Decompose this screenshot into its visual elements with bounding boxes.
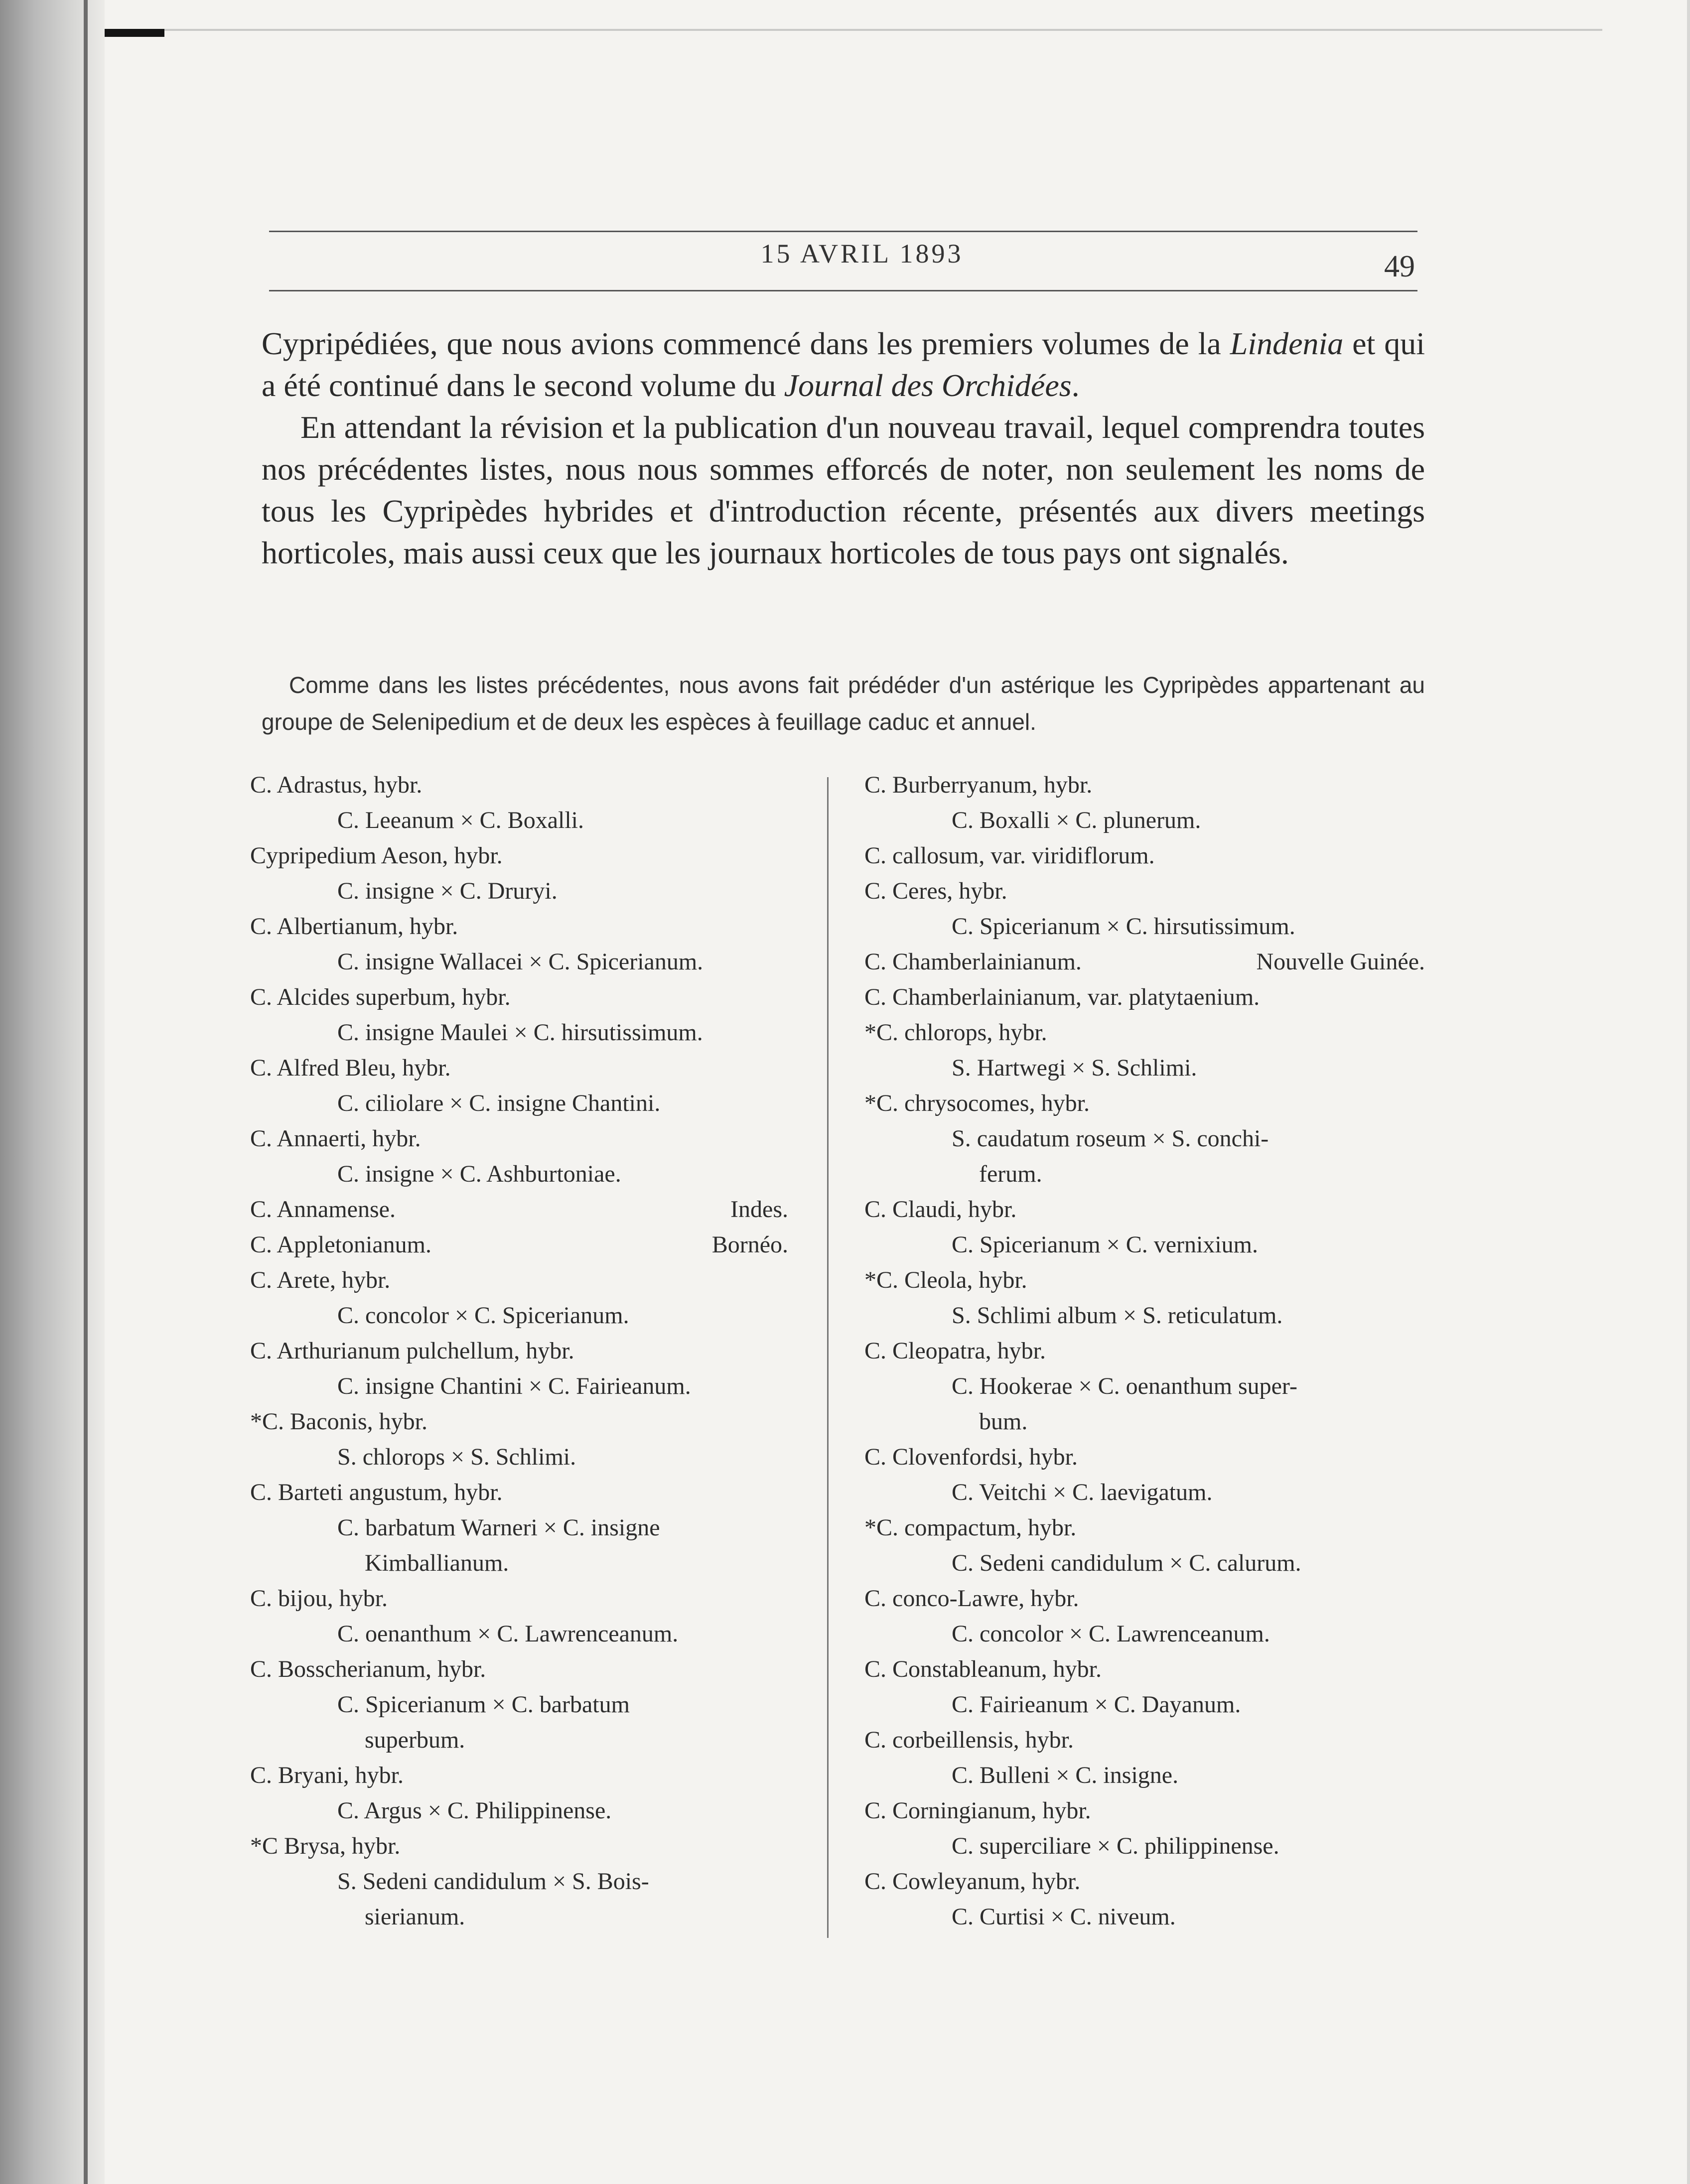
list-item-name: C. Barteti angustum, hybr. xyxy=(250,1479,503,1505)
parentage-text: S. caudatum roseum × S. conchi- xyxy=(952,1125,1269,1152)
list-item-name: C. Corningianum, hybr. xyxy=(864,1797,1091,1824)
list-item-cross xyxy=(250,1687,788,1758)
species-location: Bornéo. xyxy=(711,1231,788,1258)
intro-text xyxy=(262,323,1425,574)
list-item-cross xyxy=(250,1156,788,1192)
list-item-cross xyxy=(250,803,788,838)
parentage-text: C. Spicerianum × C. hirsutissimum. xyxy=(952,913,1295,940)
list-item-name: C. Cleopatra, hybr. xyxy=(864,1338,1046,1364)
species-location: Indes. xyxy=(730,1196,788,1223)
parentage-text: S. chlorops × S. Schlimi. xyxy=(337,1444,576,1470)
parentage-text: C. insigne Maulei × C. hirsutissimum. xyxy=(337,1019,703,1046)
parentage-text: C. insigne × C. Ashburtoniae. xyxy=(337,1161,621,1187)
list-item-name: C. Adrastus, hybr. xyxy=(250,772,422,798)
list-item-name: C. Albertianum, hybr. xyxy=(250,913,458,940)
list-item-name: C. Arete, hybr. xyxy=(250,1267,391,1293)
parentage-text: C. Veitchi × C. laevigatum. xyxy=(952,1479,1213,1505)
list-item-cross xyxy=(864,1475,1425,1510)
page-number: 49 xyxy=(1384,250,1415,283)
list-item-cross xyxy=(864,1298,1425,1333)
parentage-text: C. Sedeni candidulum × C. calurum. xyxy=(952,1550,1301,1576)
parentage-text: C. Curtisi × C. niveum. xyxy=(952,1904,1176,1930)
list-item-cross xyxy=(864,1899,1425,1934)
parentage-text: C. barbatum Warneri × C. insigne xyxy=(337,1514,660,1541)
list-item-name: C. Alcides superbum, hybr. xyxy=(250,984,511,1010)
list-item-species xyxy=(864,944,1425,979)
list-item-name: C. Chamberlainianum, var. platytaenium. xyxy=(864,984,1260,1010)
parentage-continuation: sierianum. xyxy=(365,1904,465,1930)
list-item-cross xyxy=(250,1368,788,1404)
parentage-text: S. Schlimi album × S. reticulatum. xyxy=(952,1302,1283,1329)
header-rule-top xyxy=(269,231,1417,232)
scan-right-edge xyxy=(1687,0,1690,2184)
list-item-cross xyxy=(250,1086,788,1121)
list-item-name: C. Clovenfordsi, hybr. xyxy=(864,1444,1078,1470)
journal-title-lindenia: Lindenia xyxy=(1230,326,1344,361)
list-item-name: C. Burberryanum, hybr. xyxy=(864,772,1093,798)
list-column-right xyxy=(864,767,1425,1934)
list-item-species xyxy=(250,1227,788,1262)
parentage-continuation: superbum. xyxy=(365,1727,465,1753)
parentage-text: C. Hookerae × C. oenanthum super- xyxy=(952,1373,1297,1399)
parentage-text: C. oenanthum × C. Lawrenceanum. xyxy=(337,1621,679,1647)
list-item-name: C. Bosscherianum, hybr. xyxy=(250,1656,486,1682)
species-name: C. Chamberlainianum. xyxy=(864,949,1082,975)
parentage-text: C. concolor × C. Lawrenceanum. xyxy=(952,1621,1270,1647)
species-name: C. Annamense. xyxy=(250,1196,396,1223)
parentage-text: C. Fairieanum × C. Dayanum. xyxy=(952,1691,1241,1718)
list-item-cross xyxy=(250,1793,788,1828)
scan-top-edge xyxy=(113,29,1602,31)
intro-text-part: et qui a été continué dans le second volume du xyxy=(262,326,1425,403)
parentage-continuation: ferum. xyxy=(979,1161,1042,1187)
asterisk-note: Comme dans les listes précédentes, nous avons fait prédéder d'un astérique les Cypripèdes appartenant au groupe de Selenipedium et de deux les espèces à feuillage caduc et annuel. xyxy=(262,672,1425,735)
parentage-text: C. Argus × C. Philippinense. xyxy=(337,1797,612,1824)
parentage-text: C. insigne × C. Druryi. xyxy=(337,878,558,904)
journal-title-orchidees: Journal des Orchidées xyxy=(784,368,1072,403)
list-item-cross xyxy=(864,1227,1425,1262)
parentage-text: C. concolor × C. Spicerianum. xyxy=(337,1302,629,1329)
list-item-cross xyxy=(864,1687,1425,1722)
list-item-name: C. Ceres, hybr. xyxy=(864,878,1007,904)
species-name: C. Appletonianum. xyxy=(250,1231,431,1258)
list-item-cross xyxy=(250,1298,788,1333)
list-item-cross xyxy=(250,1616,788,1651)
parentage-text: S. Sedeni candidulum × S. Bois- xyxy=(337,1868,649,1895)
list-item-species xyxy=(250,1192,788,1227)
list-item-cross xyxy=(864,803,1425,838)
list-item-name: *C. Cleola, hybr. xyxy=(864,1267,1027,1293)
list-item-name: C. conco-Lawre, hybr. xyxy=(864,1585,1079,1612)
list-item-name: C. Constableanum, hybr. xyxy=(864,1656,1102,1682)
list-item-name: *C. Baconis, hybr. xyxy=(250,1408,427,1435)
list-item-name: C. Alfred Bleu, hybr. xyxy=(250,1055,451,1081)
list-item-cross xyxy=(864,1758,1425,1793)
parentage-text: C. superciliare × C. philippinense. xyxy=(952,1833,1279,1859)
parentage-text: C. insigne Wallacei × C. Spicerianum. xyxy=(337,949,704,975)
list-item-cross xyxy=(250,873,788,909)
list-item-cross xyxy=(864,1828,1425,1864)
list-item-cross xyxy=(864,1368,1425,1439)
list-item-name: *C. compactum, hybr. xyxy=(864,1514,1077,1541)
list-item-cross xyxy=(250,1439,788,1475)
intro-paragraph-1 xyxy=(262,323,1425,407)
list-item-cross xyxy=(864,909,1425,944)
parentage-text: C. Boxalli × C. plunerum. xyxy=(952,807,1201,833)
list-item-name: C. Arthurianum pulchellum, hybr. xyxy=(250,1338,574,1364)
list-item-cross xyxy=(250,1015,788,1050)
list-item-cross xyxy=(250,1864,788,1934)
list-item-name: *C. chrysocomes, hybr. xyxy=(864,1090,1090,1116)
intro-paragraph-2: En attendant la révision et la publication d'un nouveau travail, lequel comprendra toutes nos précédentes listes, nous nous sommes efforcés de noter, non seulement les noms de tous les Cypripèdes hybrides et d'introduction récente, présentés aux divers meetings horticoles, mais aussi ceux que les journaux horticoles de tous pays ont signalés. xyxy=(262,410,1425,570)
list-item-cross xyxy=(250,1510,788,1581)
parentage-continuation: bum. xyxy=(979,1408,1028,1435)
intro-text-part: Cypripédiées, que nous avions commencé dans les premiers volumes de la xyxy=(262,326,1230,361)
scan-binding-shadow xyxy=(0,0,105,2184)
parentage-text: C. ciliolare × C. insigne Chantini. xyxy=(337,1090,661,1116)
parentage-text: C. Spicerianum × C. barbatum xyxy=(337,1691,630,1718)
parentage-text: S. Hartwegi × S. Schlimi. xyxy=(952,1055,1197,1081)
header-date: 15 AVRIL 1893 xyxy=(760,239,964,269)
list-item-cross xyxy=(864,1545,1425,1581)
scan-corner-mark xyxy=(105,29,164,37)
list-item-cross xyxy=(864,1121,1425,1192)
list-item-name: C. Bryani, hybr. xyxy=(250,1762,404,1788)
parentage-text: C. Leeanum × C. Boxalli. xyxy=(337,807,584,833)
list-item-name: C. bijou, hybr. xyxy=(250,1585,388,1612)
parentage-text: C. Spicerianum × C. vernixium. xyxy=(952,1231,1258,1258)
list-item-name: C. callosum, var. viridiflorum. xyxy=(864,842,1155,869)
list-item-name: C. Annaerti, hybr. xyxy=(250,1125,421,1152)
list-item-name: C. corbeillensis, hybr. xyxy=(864,1727,1074,1753)
parentage-continuation: Kimballianum. xyxy=(365,1550,509,1576)
intro-text-part: . xyxy=(1071,368,1080,403)
column-divider xyxy=(827,777,829,1938)
parentage-text: C. insigne Chantini × C. Fairieanum. xyxy=(337,1373,691,1399)
list-item-name: C. Claudi, hybr. xyxy=(864,1196,1017,1223)
list-item-name: *C. chlorops, hybr. xyxy=(864,1019,1047,1046)
list-item-cross xyxy=(864,1616,1425,1651)
list-item-cross xyxy=(864,1050,1425,1086)
list-item-cross xyxy=(250,944,788,979)
list-item-name: C. Cowleyanum, hybr. xyxy=(864,1868,1081,1895)
list-column-left xyxy=(250,767,788,1934)
parentage-text: C. Bulleni × C. insigne. xyxy=(952,1762,1179,1788)
list-item-name: *C Brysa, hybr. xyxy=(250,1833,401,1859)
list-item-name: Cypripedium Aeson, hybr. xyxy=(250,842,503,869)
scan-binding-line xyxy=(84,0,88,2184)
species-location: Nouvelle Guinée. xyxy=(1256,949,1425,975)
header-rule-bottom xyxy=(269,290,1417,291)
